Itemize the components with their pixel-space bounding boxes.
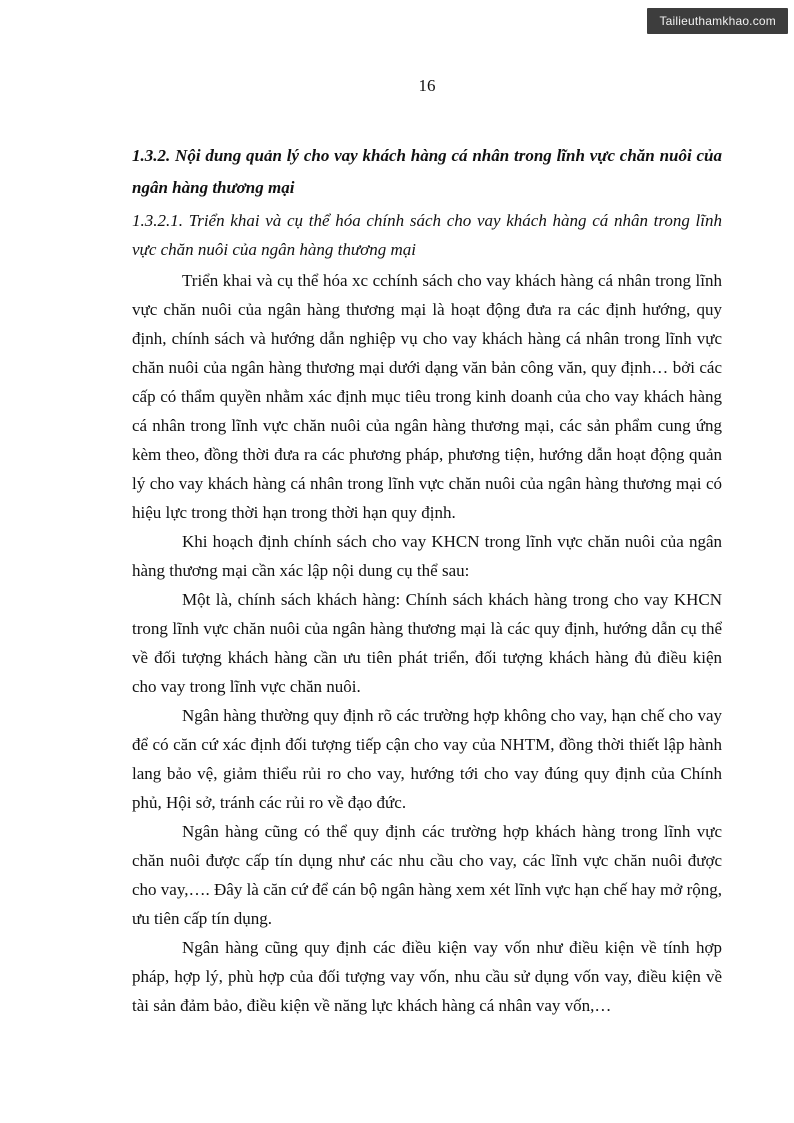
page-content <box>132 140 722 1020</box>
paragraph: Ngân hàng thường quy định rõ các trường hợp không cho vay, hạn chế cho vay để có căn cứ xác định đối tượng tiếp cận cho vay của NHTM, đồng thời thiết lập hành lang bảo vệ, giảm thiểu rủi ro cho vay, hướng tới cho vay đúng quy định của Chính phủ, Hội sở, tránh các rủi ro về đạo đức. <box>132 706 722 812</box>
paragraph: Ngân hàng cũng quy định các điều kiện vay vốn như điều kiện về tính hợp pháp, hợp lý, phù hợp của đối tượng vay vốn, nhu cầu sử dụng vốn vay, điều kiện về tài sản đảm bảo, điều kiện về năng lực khách hàng cá nhân vay vốn,… <box>132 938 722 1015</box>
page-number: 16 <box>418 76 436 95</box>
section-heading: 1.3.2. Nội dung quản lý cho vay khách hàng cá nhân trong lĩnh vực chăn nuôi của ngân hàng thương mại <box>132 146 722 197</box>
paragraph: Ngân hàng cũng có thể quy định các trường hợp khách hàng trong lĩnh vực chăn nuôi được cấp tín dụng như các nhu cầu cho vay, các lĩnh vực chăn nuôi được cho vay,…. Đây là căn cứ để cán bộ ngân hàng xem xét lĩnh vực hạn chế hay mở rộng, ưu tiên cấp tín dụng. <box>132 822 722 928</box>
subsection-heading: 1.3.2.1. Triển khai và cụ thể hóa chính sách cho vay khách hàng cá nhân trong lĩnh vực chăn nuôi của ngân hàng thương mại <box>132 211 722 259</box>
paragraph: Triển khai và cụ thể hóa xc cchính sách cho vay khách hàng cá nhân trong lĩnh vực chăn nuôi của ngân hàng thương mại là hoạt động đưa ra các định hướng, quy định, chính sách và hướng dẫn nghiệp vụ cho vay khách hàng cá nhân trong lĩnh vực chăn nuôi của ngân hàng thương mại dưới dạng văn bản công văn, quy định… bởi các cấp có thẩm quyền nhằm xác định mục tiêu trong kinh doanh của cho vay khách hàng cá nhân trong lĩnh vực chăn nuôi của ngân hàng thương mại, các sản phẩm cung ứng kèm theo, đồng thời đưa ra các phương pháp, phương tiện, hướng dẫn hoạt động quản lý cho vay khách hàng cá nhân trong lĩnh vực chăn nuôi của ngân hàng thương mại có hiệu lực trong thời hạn trong thời hạn quy định. <box>132 271 722 522</box>
paragraph: Khi hoạch định chính sách cho vay KHCN trong lĩnh vực chăn nuôi của ngân hàng thương mại cần xác lập nội dung cụ thể sau: <box>132 532 722 580</box>
watermark-link[interactable]: Tailieuthamkhao.com <box>647 8 788 34</box>
paragraph: Một là, chính sách khách hàng: Chính sách khách hàng trong cho vay KHCN trong lĩnh vực chăn nuôi của ngân hàng thương mại là các quy định, hướng dẫn cụ thể về đối tượng khách hàng cần ưu tiên phát triển, đối tượng khách hàng đủ điều kiện cho vay trong lĩnh vực chăn nuôi. <box>132 590 722 696</box>
